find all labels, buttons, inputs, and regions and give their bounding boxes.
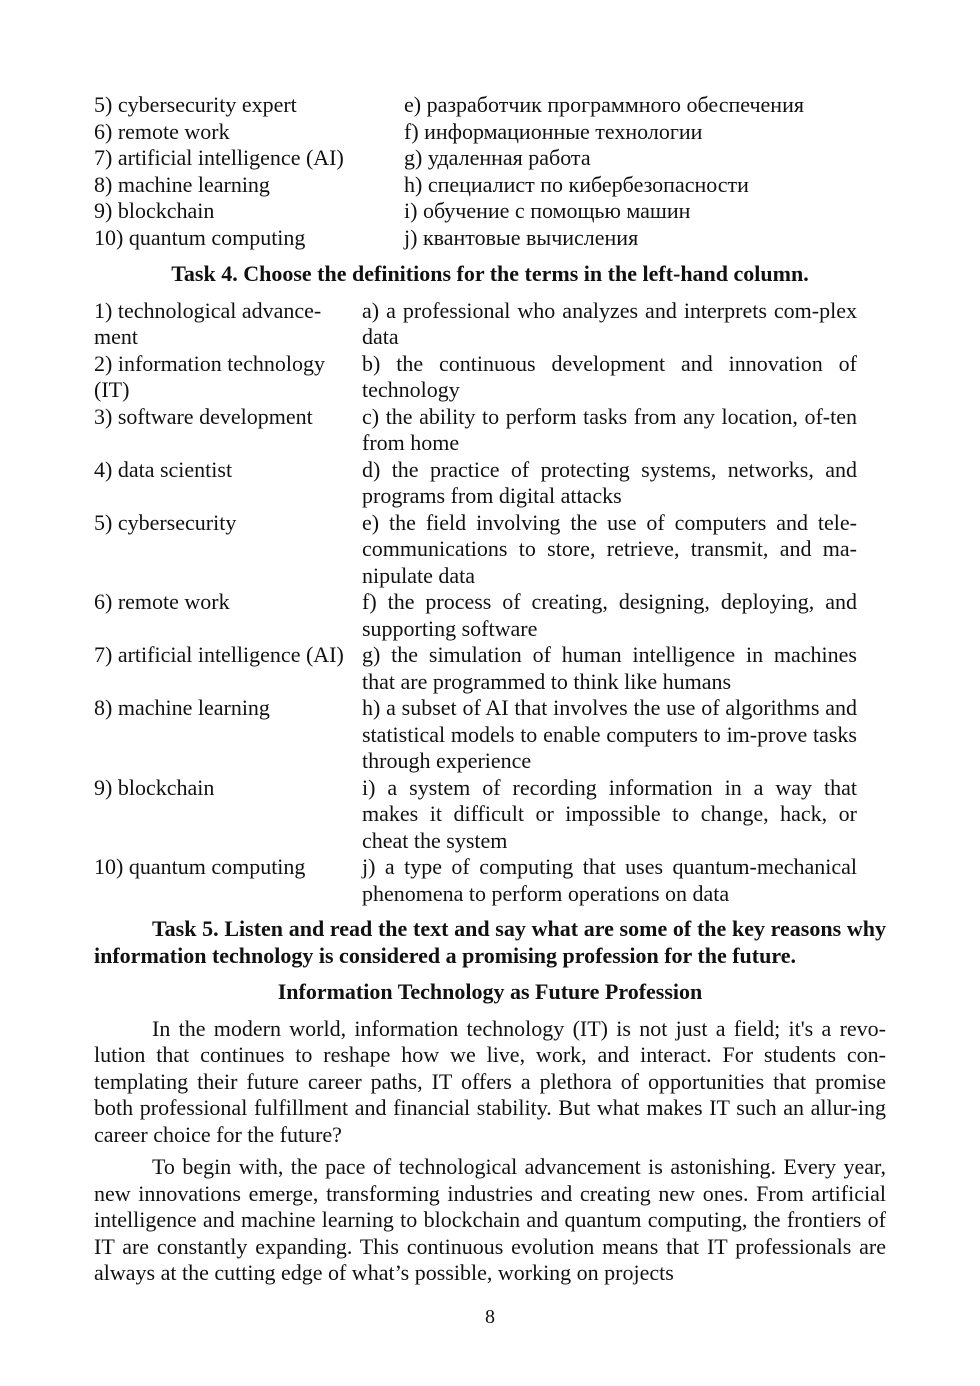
definition-term: 2) information technology (IT) bbox=[94, 350, 325, 402]
page-number: 8 bbox=[485, 1306, 495, 1328]
match-translation: h) специалист по кибербезопасности bbox=[404, 171, 749, 197]
match-translation: g) удаленная работа bbox=[404, 145, 591, 170]
definition-term: 6) remote work bbox=[94, 589, 230, 614]
match-term: 5) cybersecurity expert bbox=[94, 92, 297, 117]
definition-term: 7) artificial intelligence (AI) bbox=[94, 642, 344, 667]
match-term: 10) quantum computing bbox=[94, 224, 306, 250]
match-translation: e) разработчик программного обеспечения bbox=[404, 92, 804, 117]
match-translation: i) обучение с помощью машин bbox=[404, 198, 691, 223]
match-term: 7) artificial intelligence (AI) bbox=[94, 145, 344, 170]
definition-text: a) a professional who analyzes and interprets com-plex data bbox=[362, 297, 857, 349]
task4-title: Task 4. Choose the definitions for the terms in the left-hand column. bbox=[171, 261, 809, 286]
definitions-table bbox=[94, 298, 886, 908]
body-paragraph: To begin with, the pace of technological advancement is astonishing. Every year, new innovations emerge, transforming industries and creating new ones. From artificial intelligence and machine learning to blockchain and quantum computing, the frontiers of IT are constantly expanding. This continuous evolution means that IT professionals are always at the cutting edge of what’s possible, working on projects bbox=[94, 1154, 886, 1285]
definition-text: f) the process of creating, designing, deploying, and supporting software bbox=[362, 589, 857, 641]
task5-title: Task 5. Listen and read the text and say what are some of the key reasons why information technology is considered a promising profession for the future. bbox=[94, 916, 886, 968]
match-translation: f) информационные технологии bbox=[404, 118, 703, 144]
definition-text: b) the continuous development and innovation of technology bbox=[362, 350, 857, 402]
definition-term: 3) software development bbox=[94, 403, 313, 429]
definition-term: 9) blockchain bbox=[94, 774, 215, 800]
definition-text: j) a type of computing that uses quantum-mechanical phenomena to perform operations on data bbox=[362, 854, 857, 906]
body-paragraph: In the modern world, information technology (IT) is not just a field; it's a revo-lution that continues to reshape how we live, work, and interact. For students con-templating their future career paths, IT offers a plethora of opportunities that promise both professional fulfillment and financial stability. But what makes IT such an allur-ing career choice for the future? bbox=[94, 1015, 886, 1147]
definition-term: 5) cybersecurity bbox=[94, 509, 237, 535]
definition-term: 4) data scientist bbox=[94, 456, 233, 482]
definition-text: g) the simulation of human intelligence in machines that are programmed to think like humans bbox=[362, 642, 857, 694]
definition-text: d) the practice of protecting systems, networks, and programs from digital attacks bbox=[362, 456, 857, 508]
match-translation: j) квантовые вычисления bbox=[404, 224, 639, 250]
text-title: Information Technology as Future Profession bbox=[277, 979, 703, 1004]
definition-text: i) a system of recording information in a way that makes it difficult or impossible to change, hack, or cheat the system bbox=[362, 774, 857, 853]
page-content bbox=[94, 92, 886, 1287]
match-term: 9) blockchain bbox=[94, 198, 215, 223]
vocabulary-match-list bbox=[94, 92, 886, 251]
definition-text: e) the field involving the use of computers and tele-communications to store, retrieve, transmit, and ma-nipulate data bbox=[362, 509, 857, 588]
definition-term: 8) machine learning bbox=[94, 695, 270, 720]
match-term: 8) machine learning bbox=[94, 171, 270, 197]
definition-term: 1) technological advance-ment bbox=[94, 297, 322, 349]
definition-text: h) a subset of AI that involves the use of algorithms and statistical models to enable computers to im-prove tasks through experience bbox=[362, 695, 857, 773]
definition-text: c) the ability to perform tasks from any location, of-ten from home bbox=[362, 403, 857, 455]
match-term: 6) remote work bbox=[94, 118, 230, 144]
definition-term: 10) quantum computing bbox=[94, 854, 306, 879]
